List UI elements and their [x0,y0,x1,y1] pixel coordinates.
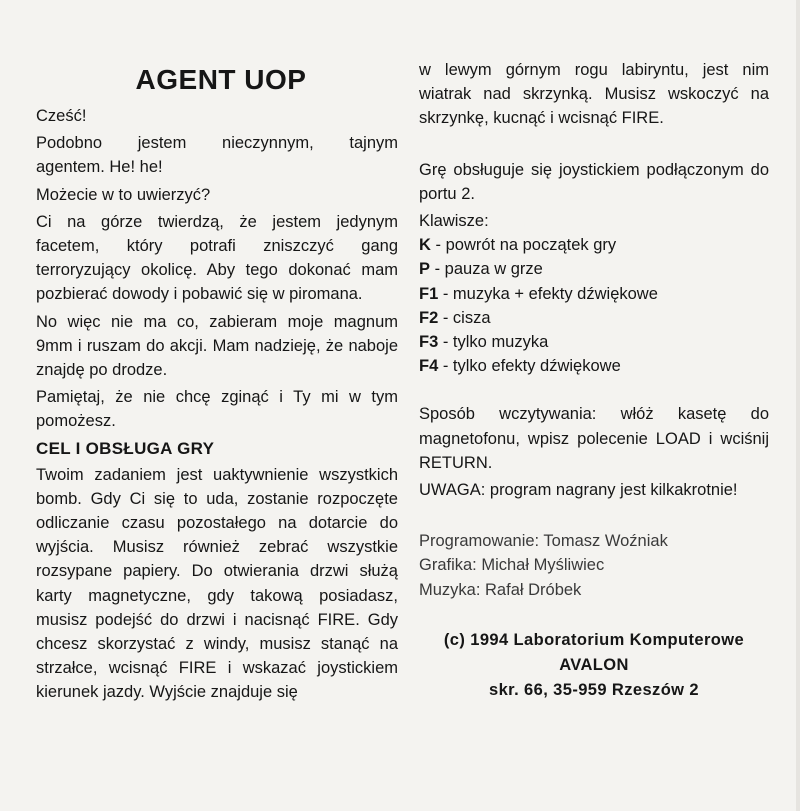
key-description: - powrót na początek gry [430,236,617,255]
key-description: - tylko muzyka [438,333,549,352]
loading-warning: UWAGA: program nagrany jest kilkakrotnie! [419,481,738,500]
credits [419,529,769,602]
intro-paragraph-mission: Ci na górze twierdzą, że jestem jedynym facetem, który potrafi zniszczyć gang terroryzujący okolicę. Aby tego dokonać mam pozbierać dowody i pobawić się w piromana. [36,212,398,304]
key-label: F4 [419,357,439,376]
key-row [419,257,769,281]
intro-question: Możecie w to uwierzyć? [36,185,211,204]
intro-paragraph-weapon: No więc nie ma co, zabieram moje magnum 9mm i ruszam do akcji. Mam nadzieję, że naboje znajdę po drodze. [36,312,398,380]
key-label: F1 [419,284,439,303]
left-column [36,58,398,708]
key-row [419,330,769,354]
joystick-info: Grę obsługuje się joystickiem podłączonym do portu 2. [419,160,769,203]
keys-list [419,233,769,378]
intro-line-1: Podobno jestem nieczynnym, tajnym [36,134,398,153]
credit-programming: Programowanie: Tomasz Woźniak [419,532,668,551]
key-description: - cisza [438,308,491,327]
right-column [419,58,769,703]
keys-label: Klawisze: [419,212,489,231]
key-row [419,306,769,330]
key-description: - muzyka + efekty dźwiękowe [438,284,658,303]
key-label: K [419,236,431,255]
intro-paragraph-help: Pamiętaj, że nie chcę zginąć i Ty mi w tym pomożesz. [36,388,398,431]
objective-continuation: w lewym górnym rogu labiryntu, jest nim wiatrak nad skrzynką. Musisz wskoczyć na skrzynkę, kucnąć i wcisnąć FIRE. [419,61,769,128]
credit-graphics: Grafika: Michał Myśliwiec [419,556,605,575]
key-label: F2 [419,308,439,327]
section-heading: CEL I OBSŁUGA GRY [36,438,215,458]
publisher-address: skr. 66, 35-959 Rzeszów 2 [489,680,699,699]
loading-instructions: Sposób wczytywania: włóż kasetę do magnetofonu, wpisz polecenie LOAD i wciśnij RETURN. [419,405,769,472]
greeting: Cześć! [36,107,87,125]
key-label: F3 [419,333,439,352]
publisher-name: AVALON [559,655,629,674]
objective-paragraph: Twoim zadaniem jest uaktywnienie wszystkich bomb. Gdy Ci się to uda, zostanie rozpoczęte odliczanie czasu pozostałego na dotarcie do wyjścia. Musisz również zebrać wszystkie rozsypane papiery. Do otwierania drzwi służą karty magnetyczne, gdy takową posiadasz, musisz podejść do drzwi i nacisnąć FIRE. Gdy chcesz skorzystać z windy, musisz stanąć na strzałce, wcisnąć FIRE i wskazać joystickiem kierunek jazdy. Wyjście znajduje się [36,465,398,702]
key-description: - tylko efekty dźwiękowe [438,357,621,376]
copyright-line: (c) 1994 Laboratorium Komputerowe [443,630,745,649]
key-description: - pauza w grze [430,260,543,279]
intro-line-2: agentem. He! he! [36,158,163,177]
key-row [419,354,769,378]
key-label: P [419,260,431,279]
publisher-footer [419,628,769,703]
key-row [419,233,769,257]
credit-music: Muzyka: Rafał Dróbek [419,580,582,599]
key-row [419,282,769,306]
game-title: AGENT UOP [135,64,307,95]
